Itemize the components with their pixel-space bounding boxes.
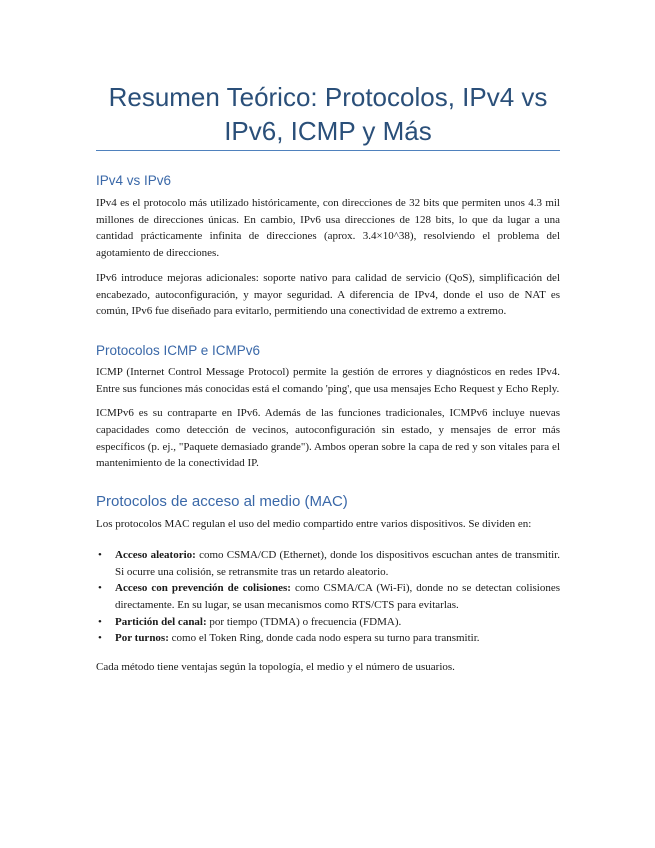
section-ipv4-vs-ipv6 — [96, 172, 560, 320]
paragraph: ICMP (Internet Control Message Protocol) permite la gestión de errores y diagnósticos en redes IPv4. Entre sus funciones más conocidas está el comando 'ping', que usa mensajes Echo Request y Echo Reply. — [96, 365, 560, 395]
list-item-term: Acceso con prevención de colisiones: — [115, 582, 291, 595]
paragraph: Los protocolos MAC regulan el uso del medio compartido entre varios dispositivos. Se dividen en: — [96, 518, 532, 531]
section-heading: Protocolos de acceso al medio (MAC) — [96, 493, 348, 511]
list-item-text: como CSMA/CA (Wi-Fi), donde no se detectan colisiones directamente. En su lugar, se usan mecanismos como RTS/CTS para evitarlas. — [115, 582, 560, 611]
list-item-text: por tiempo (TDMA) o frecuencia (FDMA). — [206, 615, 402, 628]
section-heading: Protocolos ICMP e ICMPv6 — [96, 342, 261, 358]
paragraph: Cada método tiene ventajas según la topología, el medio y el número de usuarios. — [96, 661, 455, 674]
list-item — [96, 547, 560, 580]
list-item — [96, 614, 560, 631]
list-item — [96, 630, 560, 647]
section-heading: IPv4 vs IPv6 — [96, 173, 172, 188]
bullet-icon: • — [98, 548, 102, 561]
list-item-term: Por turnos: — [115, 632, 169, 645]
list-item-text: como CSMA/CD (Ethernet), donde los dispositivos escuchan antes de transmitir. Si ocurre una colisión, se retransmite tras un retardo aleatorio. — [115, 548, 560, 578]
list-item — [96, 580, 560, 613]
section-icmp — [96, 342, 560, 472]
paragraph: ICMPv6 es su contraparte en IPv6. Además de las funciones tradicionales, ICMPv6 incluye nuevas capacidades como detección de vecinos, autoconfiguración sin estado, y mensajes de error más específicos (p. ej., "Paquete demasiado grande"). Ambos operan sobre la capa de red y son vitales para el mantenimiento de la conectividad IP. — [96, 407, 560, 470]
bullet-icon: • — [98, 615, 102, 628]
document-body — [96, 172, 560, 676]
list-item-term: Acceso aleatorio: — [115, 548, 196, 561]
section-mac — [96, 492, 560, 676]
list-item-term: Partición del canal: — [115, 615, 207, 628]
mac-protocol-list — [96, 547, 560, 647]
title-divider — [96, 150, 560, 151]
paragraph: IPv4 es el protocolo más utilizado históricamente, con direcciones de 32 bits que permiten unos 4.3 mil millones de direcciones únicas. En cambio, IPv6 usa direcciones de 128 bits, lo que da lugar a una cantidad prácticamente infinita de direcciones (aprox. 3.4×10^38), resolviendo el problema del agotamiento de direcciones. — [96, 197, 560, 260]
list-item-text: como el Token Ring, donde cada nodo espera su turno para transmitir. — [168, 632, 480, 645]
page-title: Resumen Teórico: Protocolos, IPv4 vs IPv6, ICMP y Más — [108, 82, 548, 146]
paragraph: IPv6 introduce mejoras adicionales: soporte nativo para calidad de servicio (QoS), simplificación del encabezado, autoconfiguración, y mayor seguridad. A diferencia de IPv4, donde el uso de NAT es común, IPv6 fue diseñado para evitarlo, permitiendo una conectividad de extremo a extremo. — [96, 271, 560, 318]
bullet-icon: • — [98, 632, 102, 645]
bullet-icon: • — [98, 582, 102, 595]
